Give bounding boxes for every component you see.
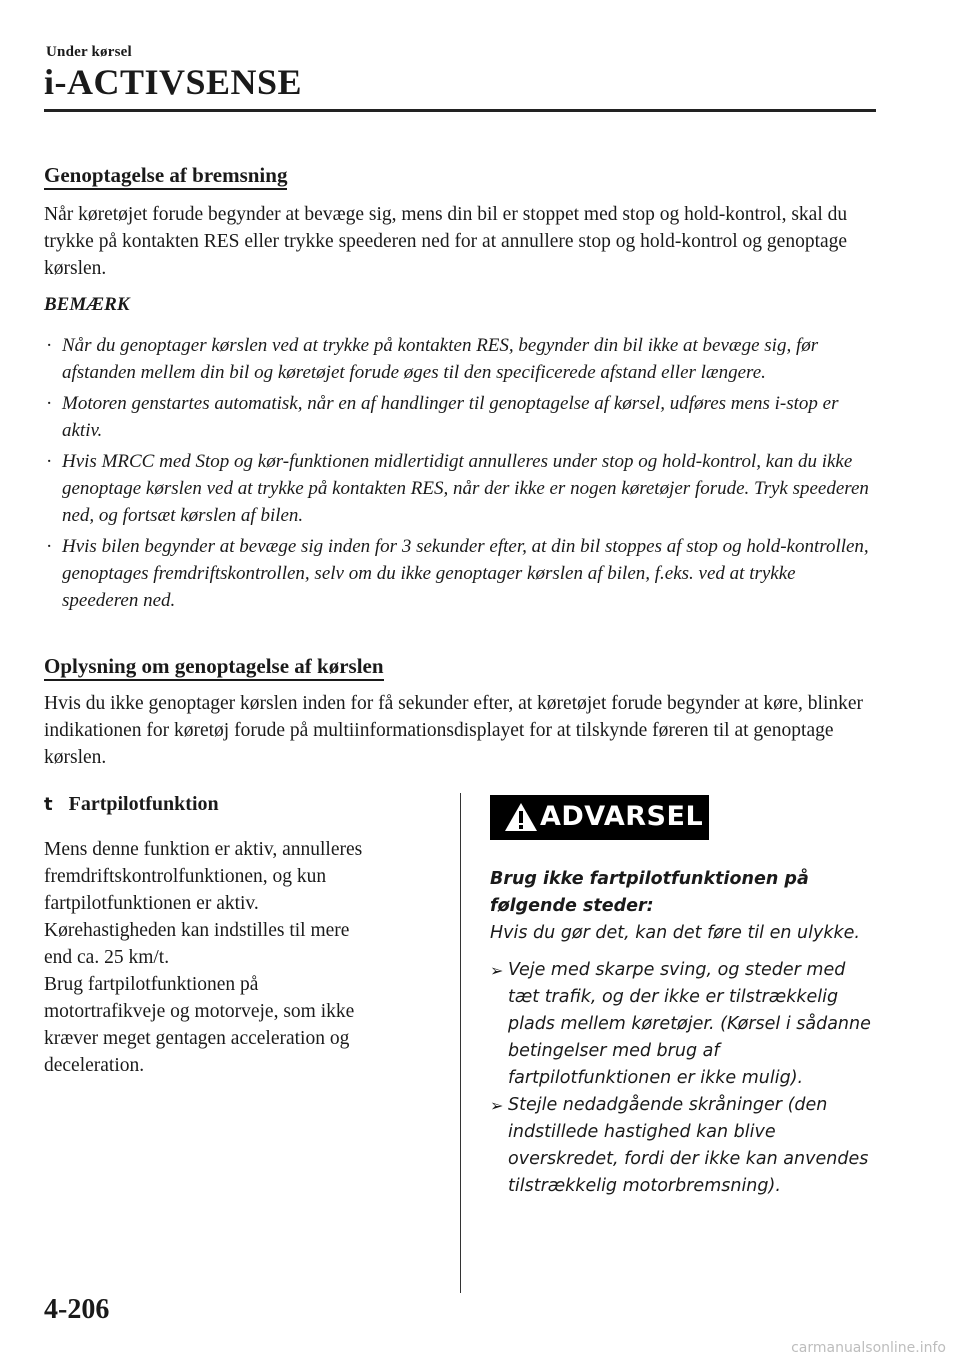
section-title: i-ACTIVSENSE bbox=[44, 62, 303, 102]
warning-item: ➢ Stejle nedadgående skråninger (den indstillede hastighed kan blive overskredet, fordi der ikke kan anvendes tilstrækkelig motorbremsning). bbox=[490, 1092, 880, 1200]
bullet-icon: · bbox=[46, 335, 53, 356]
note-item: · Hvis bilen begynder at bevæge sig inden for 3 sekunder efter, at din bil stoppes af stop og hold-kontrollen, genoptages fremdriftskontrollen, selv om du ikke genoptager kørslen af bilen, f.eks. ved at trykke speederen ned. bbox=[46, 533, 876, 614]
warning-label: ADVARSEL bbox=[540, 801, 704, 832]
arrow-icon: ➢ bbox=[490, 961, 504, 980]
resume-braking-body: Når køretøjet forude begynder at bevæge sig, mens din bil er stoppet med stop og hold-kontrol, skal du trykke på kontakten RES eller trykke speederen ned for at annullere stop og hold-kontrol og genoptage kørslen. bbox=[44, 204, 848, 279]
bullet-icon: · bbox=[46, 451, 53, 472]
page-number: 4-206 bbox=[44, 1294, 110, 1325]
warning-lead: Brug ikke fartpilotfunktionen på følgende steder: bbox=[490, 869, 809, 916]
warning-badge bbox=[490, 795, 709, 840]
note-item: · Motoren genstartes automatisk, når en af handlinger til genoptagelse af kørsel, udføres mens i-stop er aktiv. bbox=[46, 390, 876, 444]
note-list bbox=[46, 332, 876, 618]
cruise-body: Mens denne funktion er aktiv, annulleres fremdriftskontrolfunktionen, og kun fartpilotfunktionen er aktiv. Kørehastigheden kan indstilles til mere end ca. 25 km/t. Brug fartpilotfunktionen på motortrafikveje og motorveje, som ikke kræver meget gentagen acceleration og deceleration. bbox=[44, 839, 363, 1076]
warning-item: ➢ Veje med skarpe sving, og steder med tæt trafik, og der ikke er tilstrækkelig plads mellem køretøjer. (Kørsel i sådanne betingelser med brug af fartpilotfunktionen er ikke mulig). bbox=[490, 957, 880, 1092]
warning-list bbox=[490, 957, 880, 1200]
cruise-heading-row bbox=[44, 793, 219, 816]
resume-braking-heading: Genoptagelse af bremsning bbox=[44, 163, 287, 190]
column-divider bbox=[460, 793, 461, 1293]
cruise-heading: Fartpilotfunktion bbox=[68, 793, 219, 815]
warning-consequence: Hvis du gør det, kan det føre til en ulykke. bbox=[490, 923, 860, 943]
warning-content bbox=[490, 866, 880, 1200]
bullet-icon: · bbox=[46, 393, 53, 414]
note-item: · Når du genoptager kørslen ved at trykke på kontakten RES, begynder din bil ikke at bevæge sig, før afstanden mellem din bil og køretøjet forude øges til den specificerede afstand eller længere. bbox=[46, 332, 876, 386]
note-item: · Hvis MRCC med Stop og kør-funktionen midlertidigt annulleres under stop og hold-kontrol, kan du ikke genoptage kørslen ved at trykke på kontakten RES, når der ikke er nogen køretøjer forude. Tryk speederen ned, og fortsæt kørslen af bilen. bbox=[46, 448, 876, 529]
note-label: BEMÆRK bbox=[44, 294, 130, 315]
section-marker-icon: t bbox=[44, 794, 53, 815]
resume-info-heading: Oplysning om genoptagelse af kørslen bbox=[44, 654, 384, 681]
header-divider bbox=[44, 109, 876, 112]
resume-info-section bbox=[44, 653, 384, 679]
bullet-icon: · bbox=[46, 536, 53, 557]
resume-info-body: Hvis du ikke genoptager kørslen inden for få sekunder efter, at køretøjet forude begynder at køre, blinker indikationen for køretøj forude på multiinformationsdisplayet for at tilskynde føreren til at genoptage kørslen. bbox=[44, 693, 864, 768]
chapter-label: Under kørsel bbox=[46, 44, 132, 60]
arrow-icon: ➢ bbox=[490, 1096, 504, 1115]
resume-braking-section bbox=[44, 162, 287, 188]
watermark: carmanualsonline.info bbox=[791, 1340, 946, 1356]
warning-triangle-icon bbox=[504, 801, 538, 833]
